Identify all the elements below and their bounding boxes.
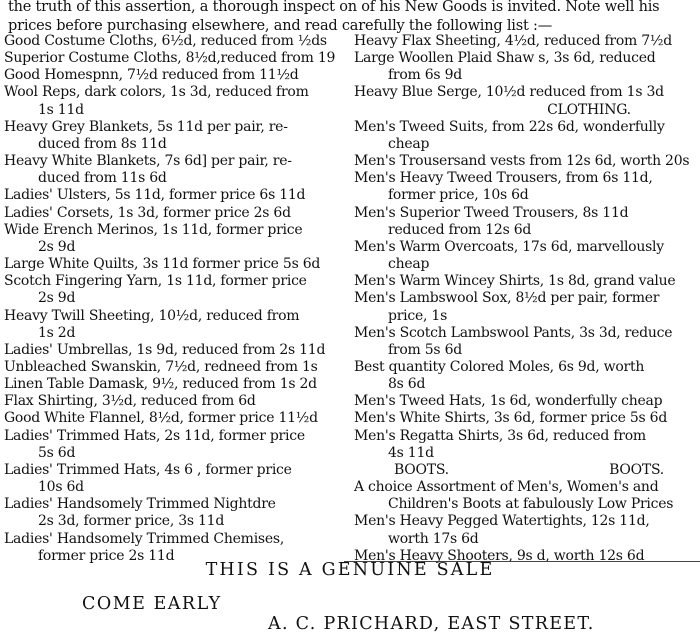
item-text: Ladies' Handsomely Trimmed Nightdre	[4, 496, 276, 513]
boots-heading-row	[354, 462, 694, 479]
item-text: Linen Table Damask, 9½, reduced from 1s 2d	[4, 376, 317, 393]
item-continuation: duced from 11s 6d	[38, 170, 167, 187]
item-text: Wide Erench Merinos, 1s 11d, former price	[4, 221, 303, 238]
left-price-column	[4, 33, 346, 565]
item-continuation: 1s 11d	[38, 101, 84, 118]
price-list-item	[4, 256, 346, 273]
item-text: Men's Heavy Shooters, 9s d, worth 12s 6d	[354, 547, 645, 564]
price-list-item	[354, 359, 694, 393]
item-text: Flax Shirting, 3½d, reduced from 6d	[4, 393, 256, 410]
price-list-item	[354, 205, 694, 239]
item-text: Men's Lambswool Sox, 8½d per pair, former	[354, 290, 660, 307]
price-list-item	[4, 33, 346, 50]
item-continuation: former price, 10s 6d	[388, 187, 529, 204]
price-list-item	[354, 273, 694, 290]
item-text: Superior Costume Cloths, 8½d,reduced from 19	[4, 50, 336, 67]
item-text: Good Costume Cloths, 6½d, reduced from ½ds	[4, 33, 327, 49]
item-text: Heavy Flax Sheeting, 4½d, reduced from 7½d	[354, 33, 672, 49]
item-text: Men's Tweed Hats, 1s 6d, wonderfully cheap	[354, 393, 663, 410]
item-text: Unbleached Swanskin, 7½d, redneed from 1s	[4, 358, 318, 375]
price-list-item	[4, 119, 346, 153]
price-list-item	[354, 33, 694, 50]
item-continuation: 2s 9d	[38, 238, 76, 255]
item-text: Ladies' Corsets, 1s 3d, former price 2s 6d	[4, 204, 291, 221]
item-text: Good White Flannel, 8½d, former price 11½d	[4, 410, 318, 427]
price-list-item	[354, 170, 694, 204]
price-list-item	[4, 187, 346, 204]
item-continuation: 2s 3d, former price, 3s 11d	[38, 513, 225, 530]
item-continuation: reduced from 12s 6d	[388, 221, 532, 238]
price-list-item	[4, 308, 346, 342]
item-text: Scotch Fingering Yarn, 1s 11d, former price	[4, 273, 307, 290]
section-heading	[354, 462, 694, 479]
price-list-item	[4, 222, 346, 256]
section-heading-text: BOOTS.	[394, 461, 449, 478]
price-list-item	[354, 325, 694, 359]
intro-line: prices before purchasing elsewhere, and read carefully the following list :—	[8, 18, 553, 34]
item-text: Men's White Shirts, 3s 6d, former price 5s 6d	[354, 410, 668, 427]
item-text: Best quantity Colored Moles, 6s 9d, worth	[354, 358, 645, 375]
item-text: Men's Warm Overcoats, 17s 6d, marvellously	[354, 238, 664, 255]
price-list-item	[354, 479, 694, 513]
item-text: Ladies' Ulsters, 5s 11d, former price 6s 11d	[4, 187, 306, 204]
price-list-item	[4, 153, 346, 187]
item-continuation: worth 17s 6d	[388, 530, 479, 547]
price-list-item	[4, 496, 346, 530]
section-heading	[354, 102, 694, 119]
item-text: Heavy White Blankets, 7s 6d] per pair, re-	[4, 153, 292, 170]
item-continuation: 2s 9d	[38, 290, 76, 307]
item-continuation: cheap	[388, 135, 430, 152]
price-list-item	[4, 359, 346, 376]
item-continuation: 8s 6d	[388, 376, 426, 393]
price-list-item	[4, 205, 346, 222]
price-list-item	[354, 410, 694, 427]
genuine-sale-banner: THIS IS A GENUINE SALE	[205, 560, 495, 580]
item-text: Wool Reps, dark colors, 1s 3d, reduced from	[4, 84, 309, 101]
price-list-item	[4, 393, 346, 410]
item-text: Good Homespnn, 7½d reduced from 11½d	[4, 67, 299, 84]
item-text: Heavy Grey Blankets, 5s 11d per pair, re-	[4, 118, 288, 135]
section-heading-text: BOOTS.	[609, 461, 664, 478]
price-list-item	[4, 342, 346, 359]
item-text: Heavy Blue Serge, 10½d reduced from 1s 3d	[354, 84, 664, 101]
item-continuation: 1s 2d	[38, 324, 76, 341]
intro-line: the truth of this assertion, a thorough inspect on of his New Goods is invited. Note well his	[8, 0, 660, 15]
item-text: Men's Heavy Tweed Trousers, from 6s 11d,	[354, 170, 653, 187]
item-text: Ladies' Handsomely Trimmed Chemises,	[4, 530, 285, 547]
right-price-column	[354, 33, 694, 565]
item-text: Men's Heavy Pegged Watertights, 12s 11d,	[354, 513, 650, 530]
price-list-item	[4, 84, 346, 118]
price-list-item	[354, 428, 694, 462]
item-text: Men's Warm Wincey Shirts, 1s 8d, grand value	[354, 273, 676, 290]
item-text: Ladies' Umbrellas, 1s 9d, reduced from 2s 11d	[4, 341, 326, 358]
merchant-signature: A. C. PRICHARD, EAST STREET.	[268, 614, 595, 634]
price-list-item	[354, 84, 694, 101]
price-list-item	[354, 239, 694, 273]
price-list-item	[354, 153, 694, 170]
price-list-item	[354, 50, 694, 84]
item-continuation: 10s 6d	[38, 479, 84, 496]
item-continuation: duced from 8s 11d	[38, 135, 167, 152]
item-text: Men's Trousersand vests from 12s 6d, worth 20s	[354, 153, 690, 170]
price-list-item	[354, 513, 694, 547]
item-text: Men's Regatta Shirts, 3s 6d, reduced from	[354, 427, 646, 444]
price-list-item	[4, 67, 346, 84]
price-list-item	[4, 428, 346, 462]
item-continuation: 5s 6d	[38, 444, 76, 461]
item-continuation: Children's Boots at fabulously Low Prices	[388, 496, 674, 513]
item-text: Large White Quilts, 3s 11d former price 5s 6d	[4, 256, 321, 273]
item-text: A choice Assortment of Men's, Women's and	[354, 479, 659, 496]
item-text: Men's Scotch Lambswool Pants, 3s 3d, reduce	[354, 324, 673, 341]
item-continuation: from 6s 9d	[388, 67, 462, 84]
item-text: Ladies' Trimmed Hats, 4s 6 , former price	[4, 461, 292, 478]
item-text: Heavy Twill Sheeting, 10½d, reduced from	[4, 307, 300, 324]
item-continuation: 4s 11d	[388, 444, 434, 461]
item-continuation: from 5s 6d	[388, 341, 462, 358]
item-continuation: former price 2s 11d	[38, 547, 175, 564]
item-text: Men's Tweed Suits, from 22s 6d, wonderfully	[354, 118, 665, 135]
intro-paragraph	[8, 0, 698, 36]
item-continuation: cheap	[388, 256, 430, 273]
price-list-item	[4, 410, 346, 427]
come-early-text: COME EARLY	[82, 594, 222, 614]
section-heading-text: CLOTHING.	[547, 101, 631, 118]
item-text: Men's Superior Tweed Trousers, 8s 11d	[354, 204, 629, 221]
price-list-item	[4, 376, 346, 393]
price-list-item	[354, 119, 694, 153]
item-continuation: price, 1s	[388, 307, 447, 324]
price-list-item	[354, 290, 694, 324]
price-list-item	[4, 273, 346, 307]
price-list-item	[354, 393, 694, 410]
item-text: Ladies' Trimmed Hats, 2s 11d, former price	[4, 427, 305, 444]
item-text: Large Woollen Plaid Shaw s, 3s 6d, reduced	[354, 50, 656, 67]
price-list-item	[4, 462, 346, 496]
price-list-item	[4, 50, 346, 67]
